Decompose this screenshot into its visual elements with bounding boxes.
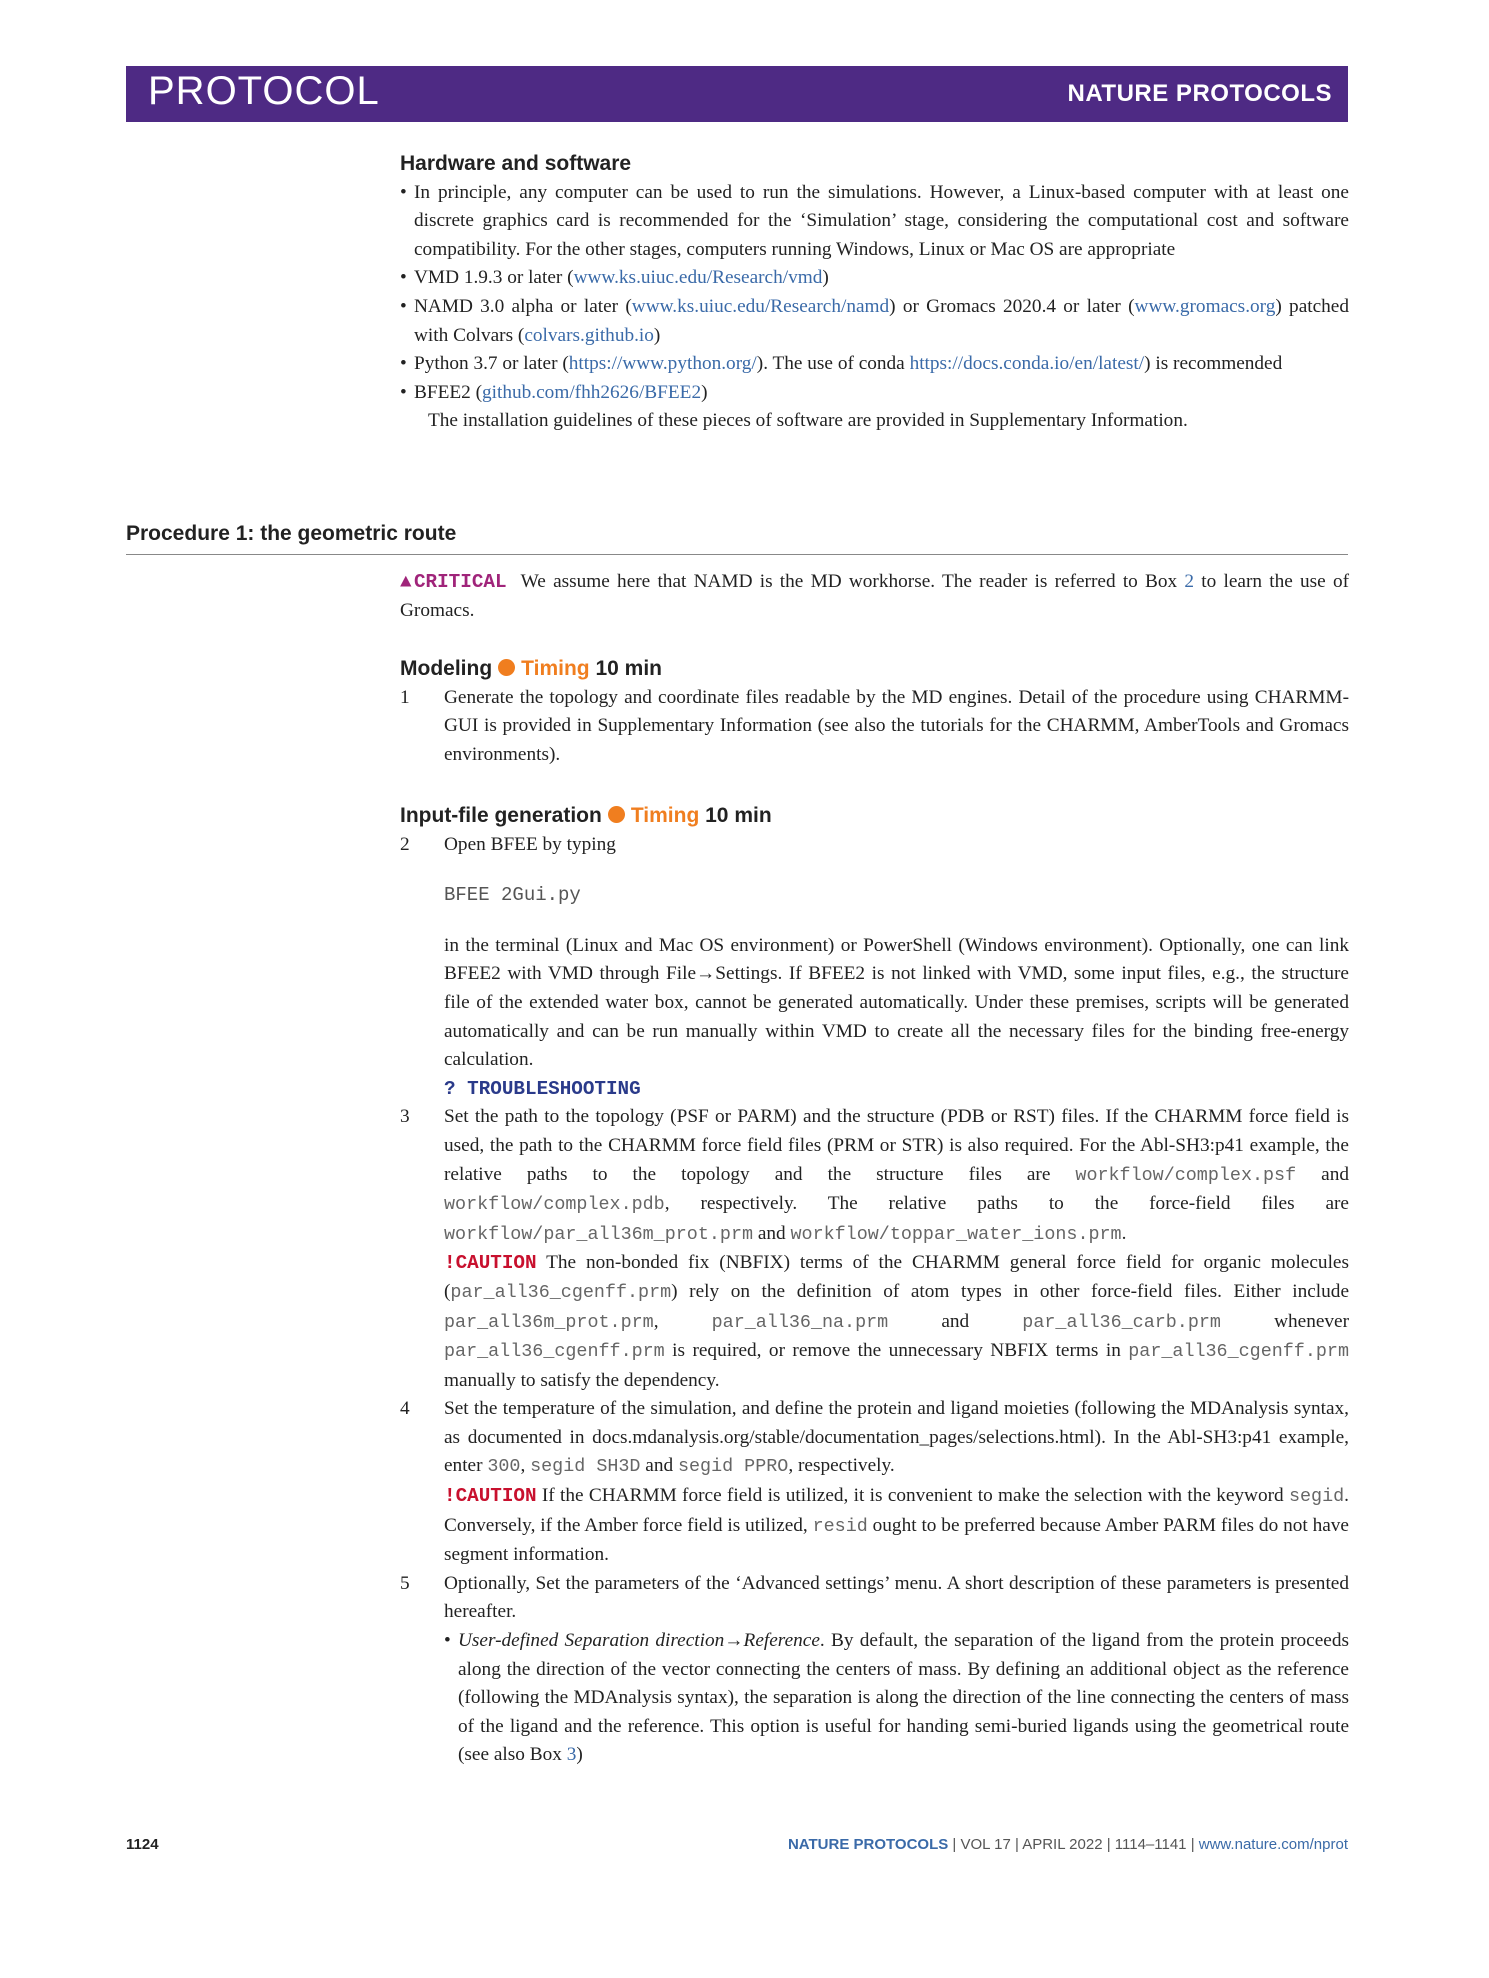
- critical-note: ▲CRITICAL We assume here that NAMD is the MD workhorse. The reader is referred to Box 2 to learn the use of Gromacs.: [400, 571, 1350, 621]
- bfee2-link[interactable]: github.com/fhh2626/BFEE2: [482, 381, 702, 403]
- colvars-link[interactable]: colvars.github.io: [524, 324, 654, 346]
- journal-url-link[interactable]: www.nature.com/nprot: [1198, 1836, 1348, 1853]
- caution-label: !CAUTION: [444, 1252, 537, 1275]
- namd-link[interactable]: www.ks.uiuc.edu/Research/namd: [631, 295, 890, 317]
- step-4: 4 Set the temperature of the simulation, and define the protein and ligand moieties (following the MDAnalysis syntax, as documented in docs.mdanalysis.org/stable/documentation_pages/selections.html). In the Abl-SH3:p41 example, enter 300, segid SH3D and segid PPRO, respectively. !CAUTION If the CHARMM force field is utilized, it is convenient to make the selection with the keyword segid. Conversely, if the Amber force field is utilized, resid ought to be preferred because Amber PARM files do not have segment information.: [400, 1398, 1349, 1566]
- troubleshooting-label: ? TROUBLESHOOTING: [444, 1077, 641, 1100]
- install-note: The installation guidelines of these pieces of software are provided in Supplementary Information.: [428, 410, 1188, 432]
- step-3: 3 Set the path to the topology (PSF or PARM) and the structure (PDB or RST) files. If the CHARMM force field is used, the path to the CHARMM force field files (PRM or STR) is also required. For the Abl-SH3:p41 example, the relative paths to the topology and the structure files are workflow/complex.psf and workflow/complex.pdb, respectively. The relative paths to the force-field files are workflow/par_all36m_prot.prm and workflow/toppar_water_ions.prm. !CAUTION The non-bonded fix (NBFIX) terms of the CHARMM general force field for organic molecules (par_all36_cgenff.prm) rely on the definition of atom types in other force-field files. Either include par_all36m_prot.prm, par_all36_na.prm and par_all36_carb.prm whenever par_all36_cgenff.prm is required, or remove the unnecessary NBFIX terms in par_all36_cgenff.prm manually to satisfy the dependency.: [400, 1106, 1350, 1391]
- page-number: 1124: [126, 1836, 159, 1853]
- inputgen-heading: Input-file generation Timing 10 min: [400, 804, 772, 827]
- list-item: • NAMD 3.0 alpha or later (www.ks.uiuc.edu/Research/namd) or Gromacs 2020.4 or later (www.gromacs.org) patched with Colvars (colvars.github.io): [400, 295, 1350, 346]
- hardware-block: [400, 150, 1349, 436]
- box-2-link[interactable]: 2: [1184, 571, 1195, 592]
- step-1: 1 Generate the topology and coordinate files readable by the MD engines. Detail of the procedure using CHARMM-GUI is provided in Supplementary Information (see also the tutorials for the CHARMM, AmberTools and Gromacs environments).: [400, 686, 1349, 765]
- inputgen-block: [400, 802, 1349, 1770]
- timing-dot-icon: [498, 659, 515, 676]
- python-link[interactable]: https://www.python.org/: [568, 353, 757, 375]
- list-item: • In principle, any computer can be used to run the simulations. However, a Linux-based computer with at least one discrete graphics card is recommended for the ‘Simulation’ stage, considering the computational cost and software compatibility. For the other stages, computers running Windows, Linux or Mac OS are appropriate: [400, 181, 1349, 260]
- box-3-link[interactable]: 3: [566, 1744, 577, 1766]
- hardware-heading: Hardware and software: [400, 152, 632, 175]
- modeling-heading: Modeling Timing 10 min: [400, 657, 662, 680]
- footer-citation: NATURE PROTOCOLS | VOL 17 | APRIL 2022 | 1114–1141 | www.nature.com/nprot: [787, 1836, 1348, 1853]
- timing-dot-icon: [608, 806, 625, 823]
- section-title: Procedure 1: the geometric route: [126, 522, 457, 545]
- conda-link[interactable]: https://docs.conda.io/en/latest/: [909, 353, 1145, 375]
- caution-label: !CAUTION: [444, 1485, 537, 1508]
- critical-label: ▲CRITICAL: [400, 571, 507, 593]
- gromacs-link[interactable]: www.gromacs.org: [1134, 295, 1276, 317]
- list-item: • BFEE2 (github.com/fhh2626/BFEE2): [400, 381, 708, 403]
- code-command: BFEE 2Gui.py: [444, 884, 581, 907]
- list-item: • VMD 1.9.3 or later (www.ks.uiuc.edu/Research/vmd): [400, 267, 829, 289]
- header-banner: [126, 66, 1348, 122]
- modeling-block: [400, 655, 1349, 769]
- list-item: • User-defined Separation direction→Reference. By default, the separation of the ligand from the protein proceeds along the direction of the vector connecting the centers of mass. By defining an additional object as the reference (following the MDAnalysis syntax), the separation is along the direction of the line connecting the centers of mass of the ligand and the reference. This option is useful for handing semi-buried ligands using the geometrical route (see also Box 3): [444, 1630, 1349, 1766]
- step-5: 5 Optionally, Set the parameters of the ‘Advanced settings’ menu. A short description of these parameters is presented hereafter. • User-defined Separation direction→Reference. By default, the separation of the ligand from the protein proceeds along the direction of the vector connecting the centers of mass. By defining an additional object as the reference (following the MDAnalysis syntax), the separation is along the direction of the line connecting the centers of mass of the ligand and the reference. This option is useful for handing semi-buried ligands using the geometrical route (see also Box 3): [400, 1570, 1349, 1770]
- list-item: • Python 3.7 or later (https://www.python.org/). The use of conda https://docs.conda.io/en/latest/) is recommended: [400, 353, 1283, 375]
- header-protocol-label: PROTOCOL: [148, 69, 380, 113]
- section-header: [126, 522, 1348, 555]
- vmd-link[interactable]: www.ks.uiuc.edu/Research/vmd: [573, 267, 823, 289]
- header-journal-label: NATURE PROTOCOLS: [1067, 80, 1332, 107]
- step-2: 2 Open BFEE by typing BFEE 2Gui.py in the terminal (Linux and Mac OS environment) or PowerShell (Windows environment). Optionally, one can link BFEE2 with VMD through File→Settings. If BFEE2 is not linked with VMD, some input files, e.g., the structure file of the extended water box, cannot be generated automatically. Under these premises, scripts will be generated automatically and can be run manually within VMD to create all the necessary files for the binding free-energy calculation. ? TROUBLESHOOTING: [400, 831, 1349, 1104]
